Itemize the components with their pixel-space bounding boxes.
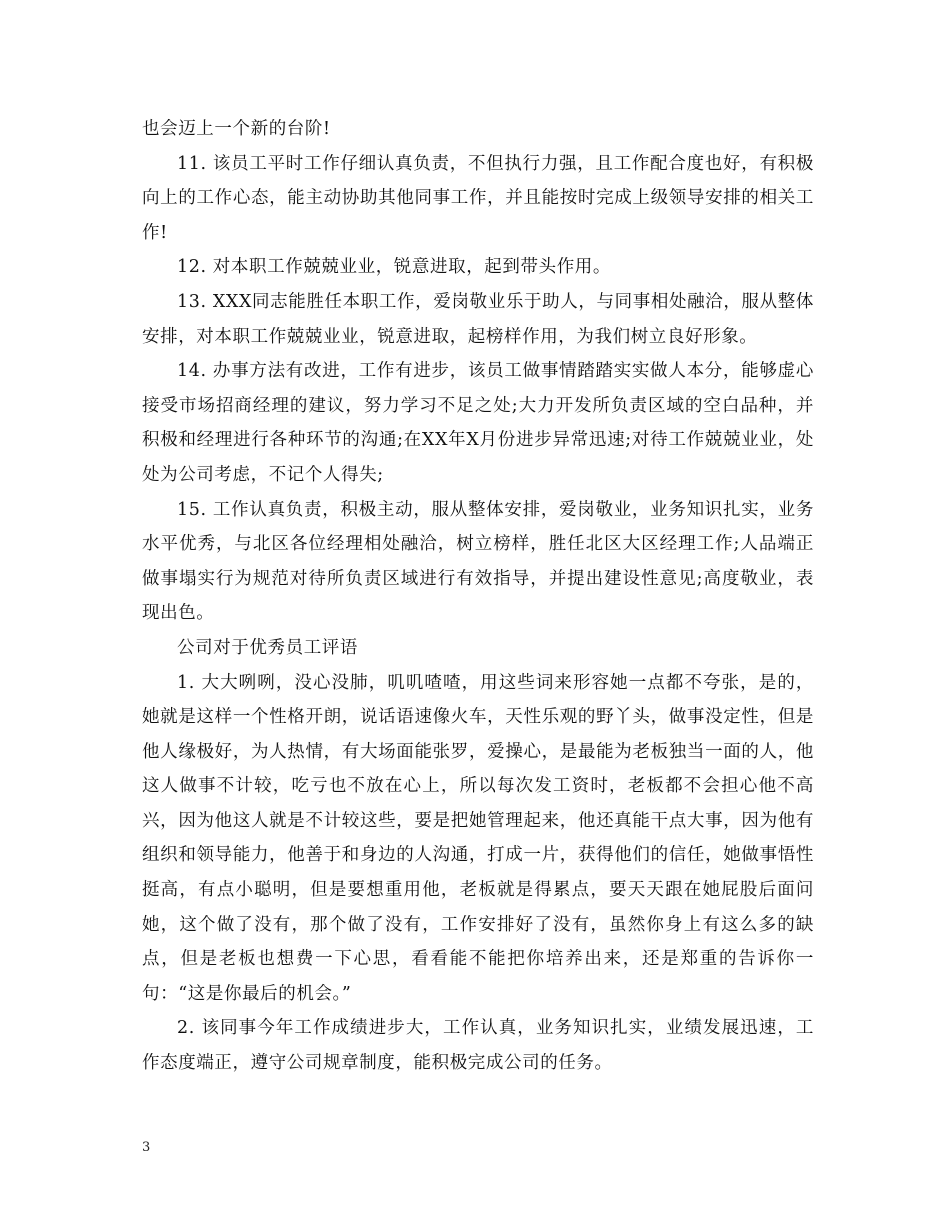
paragraph-item-15: 15. 工作认真负责，积极主动，服从整体安排，爱岗敬业，业务知识扎实，业务水平优秀，与北区各位经理相处融洽，树立榜样，胜任北区大区经理工作;人品端正做事塌实行为规范对待所负责区域进行有效指导，并提出建设性意见;高度敬业，表现出色。 [142, 499, 814, 624]
paragraph-item-2: 2. 该同事今年工作成绩进步大，工作认真，业务知识扎实，业绩发展迅速，工作态度端正，遵守公司规章制度，能积极完成公司的任务。 [142, 1018, 814, 1074]
paragraph-item-12: 12. 对本职工作兢兢业业，锐意进取，起到带头作用。 [177, 257, 611, 278]
paragraph-item-1: 1. 大大咧咧，没心没肺，叽叽喳喳，用这些词来形容她一点都不夸张，是的，她就是这样一个性格开朗，说话语速像火车，天性乐观的野丫头，做事没定性，但是他人缘极好，为人热情，有大场面能张罗，爱操心，是最能为老板独当一面的人，他这人做事不计较，吃亏也不放在心上，所以每次发工资时，老板都不会担心他不高兴，因为他这人就是不计较这些，要是把她管理起来，他还真能干点大事，因为他有组织和领导能力，他善于和身边的人沟通，打成一片，获得他们的信任，她做事悟性挺高，有点小聪明，但是要想重用他，老板就是得累点，要天天跟在她屁股后面问她，这个做了没有，那个做了没有，工作安排好了没有，虽然你身上有这么多的缺点，但是老板也想费一下心思，看看能不能把你培养出来，还是郑重的告诉你一句：“这是你最后的机会。” [142, 672, 814, 1004]
document-body [142, 112, 814, 1081]
section-heading: 公司对于优秀员工评语 [177, 637, 358, 658]
page-number: 3 [142, 1140, 151, 1155]
paragraph-item-14: 14. 办事方法有改进，工作有进步，该员工做事情踏踏实实做人本分，能够虚心接受市场招商经理的建议，努力学习不足之处;大力开发所负责区域的空白品种，并积极和经理进行各种环节的沟通;在XX年X月份进步异常迅速;对待工作兢兢业业，处处为公司考虑，不记个人得失; [142, 361, 814, 485]
paragraph-item-13: 13. XXX同志能胜任本职工作，爱岗敬业乐于助人，与同事相处融洽，服从整体安排，对本职工作兢兢业业，锐意进取，起榜样作用，为我们树立良好形象。 [142, 291, 814, 347]
paragraph-continuation: 也会迈上一个新的台阶! [142, 119, 331, 139]
paragraph-item-11: 11. 该员工平时工作仔细认真负责，不但执行力强，且工作配合度也好，有积极向上的工作心态，能主动协助其他同事工作，并且能按时完成上级领导安排的相关工作! [142, 153, 814, 243]
